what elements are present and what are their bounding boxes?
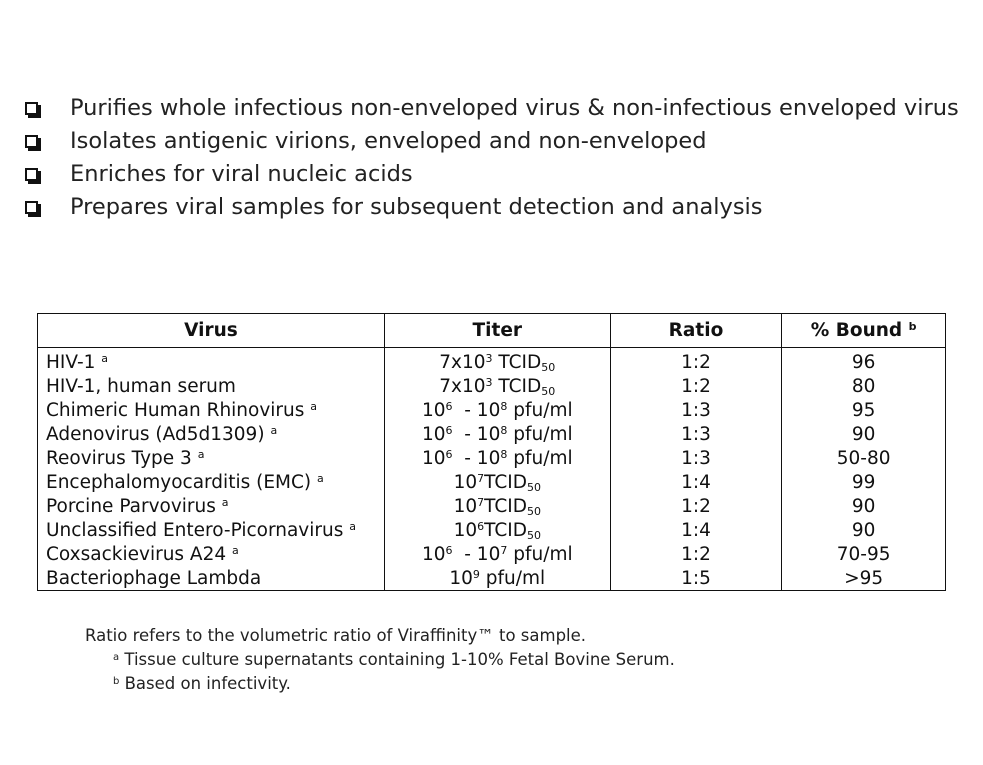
checkbox-bullet-icon [25,201,38,214]
titer-cell [384,518,610,542]
titer-base: 7x10 [439,375,486,397]
ratio-cell: 1:2 [610,542,782,566]
table-row [38,542,946,566]
titer-unit: TCID [484,471,527,493]
titer-unit: TCID [484,495,527,517]
titer-cell [384,374,610,398]
titer-cell [384,348,610,375]
footnote-marker: b [908,320,917,333]
footnote-marker: a [232,543,239,557]
checkbox-bullet-icon [25,168,38,181]
footnote-marker: a [349,519,356,533]
feature-text: Prepares viral samples for subsequent detection and analysis [70,194,763,220]
bound-cell: 80 [782,374,946,398]
titer-exponent-2: 7 [500,543,508,557]
header-bound-label: % Bound [810,320,903,341]
titer-base: 10 [449,567,473,589]
virus-cell [38,566,385,591]
titer-exponent: 6 [445,399,453,413]
ratio-cell: 1:3 [610,422,782,446]
virus-cell [38,470,385,494]
titer-exponent: 6 [445,543,453,557]
titer-base: 10 [421,543,446,565]
titer-base: 10 [453,519,478,541]
titer-unit: TCID [492,375,542,397]
table-row [38,518,946,542]
titer-exponent: 6 [445,447,453,461]
titer-unit: - 10 [452,447,501,469]
footnote-marker: b [113,676,120,687]
table-row [38,374,946,398]
titer-subscript: 50 [526,528,541,542]
virus-cell [38,398,385,422]
titer-exponent: 3 [485,375,493,389]
virus-name: Reovirus Type 3 [46,447,192,469]
table-row [38,348,946,375]
virus-cell [38,518,385,542]
titer-exponent-2: 8 [500,447,508,461]
titer-subscript: 50 [526,504,541,518]
ratio-cell: 1:5 [610,566,782,591]
titer-unit-2: pfu/ml [507,423,573,445]
bound-cell: 90 [782,494,946,518]
footnote-marker: a [310,399,318,413]
virus-cell [38,422,385,446]
feature-text: Isolates antigenic virions, enveloped and non-enveloped [70,128,707,154]
footnote-marker: a [270,423,278,437]
table-header-row [38,314,946,348]
titer-cell [384,494,610,518]
virus-name: HIV-1, human serum [46,375,236,397]
table-row [38,470,946,494]
virus-name: Adenovirus (Ad5d1309) [46,423,265,445]
titer-cell [384,542,610,566]
titer-exponent: 3 [485,351,493,365]
feature-bullet [24,191,969,224]
feature-list [24,92,969,224]
titer-unit: TCID [492,351,542,373]
bound-cell: >95 [782,566,946,591]
titer-cell [384,398,610,422]
titer-unit-2: pfu/ml [507,447,573,469]
ratio-cell: 1:2 [610,374,782,398]
virus-cell [38,446,385,470]
feature-bullet [24,92,969,125]
table-row [38,446,946,470]
footnote-marker: a [113,652,120,663]
virus-name: Chimeric Human Rhinovirus [46,399,305,421]
checkbox-bullet-icon [25,135,38,148]
virus-name: Bacteriophage Lambda [46,567,262,589]
virus-name: Encephalomyocarditis (EMC) [46,471,312,493]
titer-unit: - 10 [452,543,501,565]
titer-unit-2: pfu/ml [507,399,573,421]
bound-cell: 90 [782,518,946,542]
titer-exponent: 6 [445,423,453,437]
table-row [38,566,946,591]
header-bound [782,314,946,348]
titer-base: 10 [421,399,446,421]
ratio-note: Ratio refers to the volumetric ratio of Viraffinity™ to sample. [85,626,587,645]
titer-base: 7x10 [439,351,486,373]
titer-cell [384,446,610,470]
header-titer: Titer [384,314,610,348]
virus-name: Porcine Parvovirus [46,495,216,517]
footnote-marker: a [221,495,229,509]
titer-base: 10 [421,447,446,469]
checkbox-bullet-icon [25,102,38,115]
ratio-cell: 1:4 [610,518,782,542]
virus-cell [38,374,385,398]
feature-bullet [24,125,969,158]
footnote-marker: a [317,471,324,485]
virus-name: Coxsackievirus A24 [46,543,227,565]
titer-unit: - 10 [452,423,501,445]
footnote-a-text: Tissue culture supernatants containing 1-10% Fetal Bovine Serum. [119,650,675,669]
table-notes [85,624,675,696]
bound-cell: 90 [782,422,946,446]
ratio-cell: 1:2 [610,348,782,375]
titer-cell [384,422,610,446]
titer-cell [384,470,610,494]
footnote-b-text: Based on infectivity. [119,674,291,693]
virus-name: Unclassified Entero-Picornavirus [46,519,344,541]
table-row [38,494,946,518]
titer-cell [384,566,610,591]
ratio-cell: 1:3 [610,398,782,422]
titer-unit: - 10 [452,399,501,421]
virus-cell [38,542,385,566]
bound-cell: 96 [782,348,946,375]
footnote-a [85,648,675,672]
feature-text: Purifies whole infectious non-enveloped virus & non-infectious enveloped virus [70,95,959,121]
bound-cell: 70-95 [782,542,946,566]
titer-exponent: 9 [472,567,480,581]
titer-subscript: 50 [526,480,541,494]
titer-unit: pfu/ml [479,567,546,589]
feature-text: Enriches for viral nucleic acids [70,161,413,187]
titer-exponent-2: 8 [500,399,508,413]
titer-exponent: 7 [477,471,485,485]
titer-unit: TCID [484,519,527,541]
virus-cell [38,348,385,375]
virus-name: HIV-1 [46,351,96,373]
header-ratio: Ratio [610,314,782,348]
titer-base: 10 [453,495,478,517]
titer-unit-2: pfu/ml [507,543,573,565]
virus-binding-table [37,313,946,591]
ratio-cell: 1:3 [610,446,782,470]
feature-bullet [24,158,969,191]
titer-exponent: 6 [477,519,485,533]
titer-exponent-2: 8 [500,423,508,437]
table-row [38,422,946,446]
header-virus: Virus [38,314,385,348]
ratio-cell: 1:4 [610,470,782,494]
titer-exponent: 7 [477,495,485,509]
titer-subscript: 50 [541,360,556,374]
footnote-marker: a [101,351,109,365]
titer-base: 10 [421,423,446,445]
virus-cell [38,494,385,518]
table-row [38,398,946,422]
bound-cell: 95 [782,398,946,422]
footnote-marker: a [197,447,205,461]
titer-subscript: 50 [541,384,556,398]
bound-cell: 50-80 [782,446,946,470]
ratio-cell: 1:2 [610,494,782,518]
titer-base: 10 [453,471,478,493]
footnote-b [85,672,675,696]
bound-cell: 99 [782,470,946,494]
